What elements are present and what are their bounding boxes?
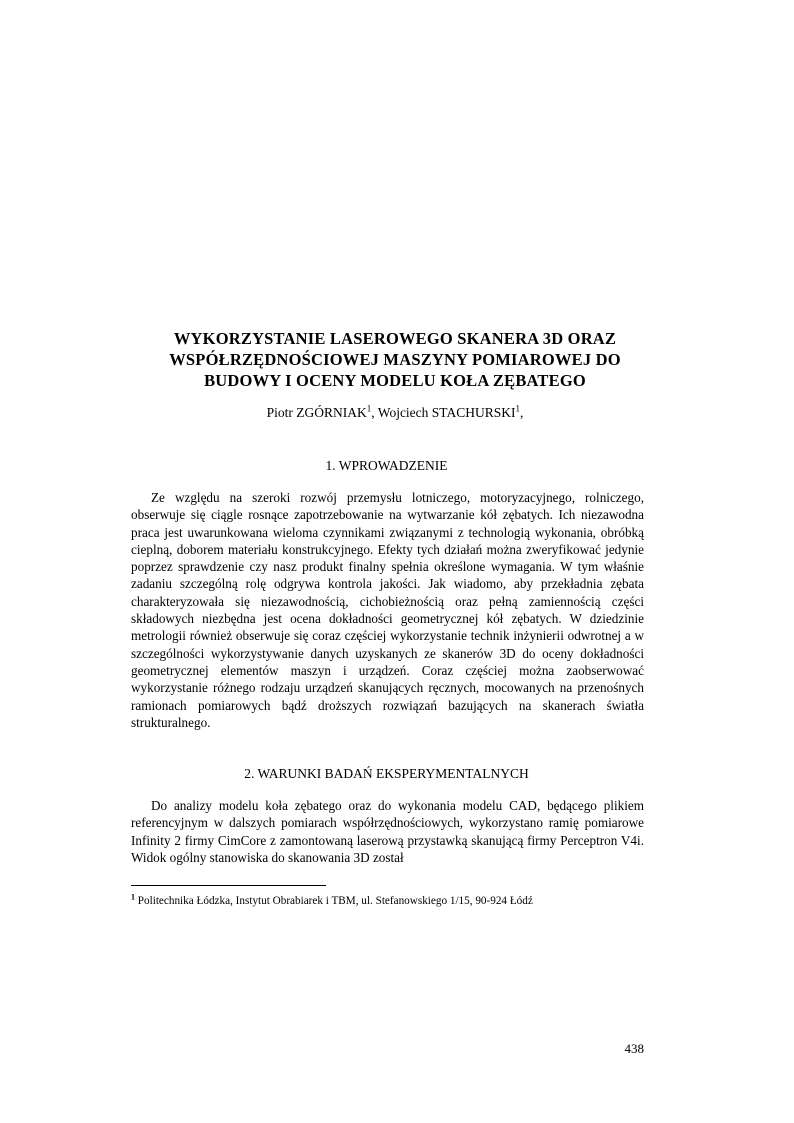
author-2-affiliation-marker: 1 xyxy=(515,403,520,414)
section-1-paragraph: Ze względu na szeroki rozwój przemysłu lotniczego, motoryzacyjnego, rolniczego, obserwuje się ciągle rosnące zapotrzebowanie na wytwarzanie kół zębatych. Ich niezawodna praca jest uwarunkowana wieloma czynnikami związanymi z technologią wykonania, obróbką cieplną, doborem materiału konstrukcyjnego. Efekty tych działań można zweryfikować jedynie poprzez sprawdzenie czy nasz produkt finalny spełnia określone wymagania. W tym właśnie zadaniu szczególną rolę odgrywa kontrola jakości. Jak wiadomo, aby przekładnia zębata charakteryzowała się niezawodnością, cichobieżnością oraz pełną zamiennością części składowych niezbędna jest ocena dokładności geometrycznej kół zębatych. W dziedzinie metrologii również obserwuje się coraz częściej wykorzystanie technik inżynierii odwrotnej a w szczególności wykorzystywanie danych uzyskanych ze skanerów 3D do oceny dokładności geometrycznej elementów maszyn i urządzeń. Coraz częściej można zaobserwować wykorzystanie różnego rodzaju urządzeń skanujących ręcznych, mocowanych na przenośnych ramionach pomiarowych bądź droższych rozwiązań bazujących na skanerach światła strukturalnego. xyxy=(131,490,644,730)
title-line-1: WYKORZYSTANIE LASEROWEGO SKANERA 3D ORAZ xyxy=(173,329,617,348)
author-2-name: Wojciech STACHURSKI xyxy=(377,405,516,420)
footnote-text: Politechnika Łódzka, Instytut Obrabiarek i TBM, ul. Stefanowskiego 1/15, 90-924 Łódź xyxy=(137,895,533,907)
author-trailing-comma: , xyxy=(519,405,524,420)
author-separator: , xyxy=(371,405,378,420)
author-1-affiliation-marker: 1 xyxy=(366,403,372,414)
section-1-heading: 1. WPROWADZENIE xyxy=(325,458,448,473)
footnote-marker: 1 xyxy=(131,892,135,902)
paper-title xyxy=(130,328,660,391)
title-line-2: WSPÓŁRZĘDNOŚCIOWEJ MASZYNY POMIAROWEJ DO xyxy=(169,350,621,369)
footnote xyxy=(131,894,651,908)
page-number: 438 xyxy=(624,1041,644,1056)
author-1-name: Piotr ZGÓRNIAK xyxy=(266,405,367,420)
title-line-3: BUDOWY I OCENY MODELU KOŁA ZĘBATEGO xyxy=(204,371,586,390)
footnote-separator-line xyxy=(131,885,326,886)
author-line xyxy=(130,404,660,422)
section-2-heading: 2. WARUNKI BADAŃ EKSPERYMENTALNYCH xyxy=(244,766,529,781)
section-2-paragraph: Do analizy modelu koła zębatego oraz do wykonania modelu CAD, będącego plikiem referencyjnym w dalszych pomiarach współrzędnościowych, wykorzystano ramię pomiarowe Infinity 2 firmy CimCore z zamontowaną laserową przystawką skanującą firmy Perceptron V4i. Widok ogólny stanowiska do skanowania 3D został xyxy=(131,798,644,865)
